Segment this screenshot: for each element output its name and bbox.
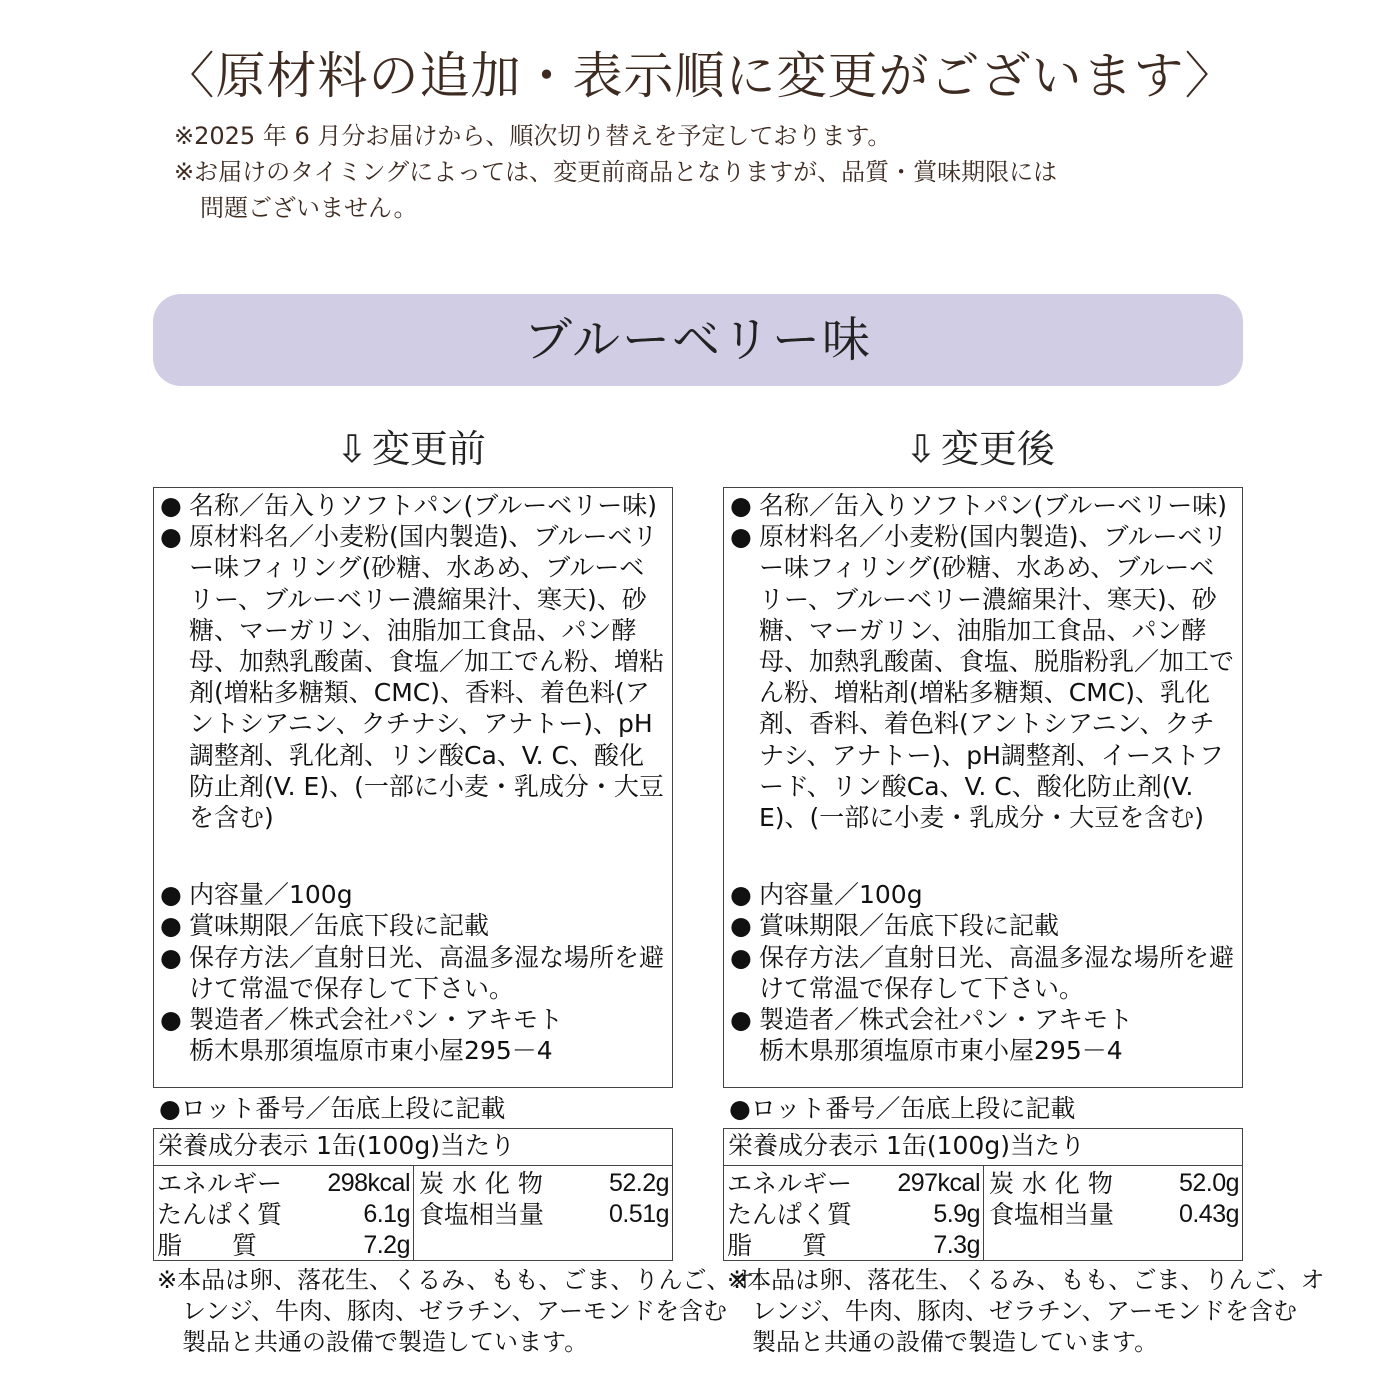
before-nutrition-table: [153, 1128, 673, 1261]
nutrition-col-right: [414, 1166, 672, 1261]
after-allergy-note: [727, 1265, 1325, 1358]
energy-value: 298kcal: [327, 1169, 410, 1197]
table-row: [989, 1199, 1239, 1230]
table-row: [157, 1168, 410, 1199]
table-row: [989, 1168, 1239, 1199]
change-notes: [174, 118, 1234, 226]
note-quality: ※お届けのタイミングによっては、変更前商品となりますが、品質・賞味期限には: [174, 158, 1058, 186]
spacer: [730, 833, 1238, 879]
table-row: [727, 1199, 980, 1230]
content-amount: 内容量／100g: [189, 880, 353, 910]
nutrition-col-left: [724, 1166, 984, 1261]
product-name: 名称／缶入りソフトパン(ブルーベリー味): [759, 491, 1228, 520]
bullet-icon: ●: [160, 522, 182, 552]
after-lot-number: ●ロット番号／缶底上段に記載: [729, 1094, 1076, 1123]
bullet-icon: ●: [160, 1005, 182, 1035]
ingredients-text: 原材料名／小麦粉(国内製造)、ブルーベリー味フィリング(砂糖、水あめ、ブルーベリー、ブルーベリー濃縮果汁、寒天)、砂糖、マーガリン、油脂加工食品、パン酵母、加熱乳酸菌、食塩／加工でん粉、増粘剤(増粘多糖類、CMC)、香料、着色料(アントシアニン、クチナシ、アナトー)、pH調整剤、乳化剤、リン酸Ca、V. C、酸化防止剤(V. E)、(一部に小麦・乳成分・大豆を含む): [189, 522, 665, 833]
bullet-icon: ●: [730, 491, 752, 520]
before-lot-number: ●ロット番号／缶底上段に記載: [159, 1094, 506, 1123]
before-ingredient-box: [153, 487, 673, 1088]
protein-label: たんぱく質: [727, 1200, 853, 1229]
table-row: [727, 1230, 980, 1261]
salt-label: 食塩相当量: [419, 1200, 545, 1229]
carb-label: 炭 水 化 物: [989, 1169, 1113, 1198]
flavor-title-band: [153, 294, 1243, 386]
allergy-line: 製品と共通の設備で製造しています。: [752, 1328, 1159, 1356]
salt-label: 食塩相当量: [989, 1200, 1115, 1229]
down-arrow-icon: ⇩: [905, 427, 937, 471]
nutrition-grid: [154, 1166, 672, 1261]
table-row: [419, 1168, 669, 1199]
energy-value: 297kcal: [897, 1169, 980, 1197]
list-item: [730, 910, 1238, 941]
fat-label: 脂 質: [727, 1231, 828, 1260]
bullet-icon: ●: [730, 880, 752, 910]
nutrition-col-left: [154, 1166, 414, 1261]
flavor-title: ブルーベリー味: [523, 312, 873, 368]
nutrition-grid: [724, 1166, 1242, 1261]
storage-method: 保存方法／直射日光、高温多湿な場所を避けて常温で保存して下さい。: [759, 942, 1235, 1003]
bullet-icon: ●: [730, 1005, 752, 1035]
manufacturer-address: 栃木県那須塩原市東小屋295－4: [759, 1036, 1123, 1066]
bullet-icon: ●: [730, 911, 752, 941]
nutrition-title: 栄養成分表示 1缶(100g)当たり: [724, 1129, 1242, 1166]
salt-value: 0.51g: [608, 1200, 669, 1228]
storage-method: 保存方法／直射日光、高温多湿な場所を避けて常温で保存して下さい。: [189, 942, 665, 1003]
energy-label: エネルギー: [157, 1169, 283, 1198]
product-name: 名称／缶入りソフトパン(ブルーベリー味): [189, 491, 658, 520]
best-before: 賞味期限／缶底下段に記載: [189, 911, 490, 941]
manufacturer: [759, 1004, 1238, 1066]
manufacturer-address: 栃木県那須塩原市東小屋295－4: [189, 1036, 553, 1066]
bullet-icon: ●: [730, 942, 752, 972]
content-amount: 内容量／100g: [759, 880, 923, 910]
bullet-icon: ●: [160, 880, 182, 910]
bullet-icon: ●: [160, 491, 182, 520]
best-before: 賞味期限／缶底下段に記載: [759, 911, 1060, 941]
ingredients-text: 原材料名／小麦粉(国内製造)、ブルーベリー味フィリング(砂糖、水あめ、ブルーベリー、ブルーベリー濃縮果汁、寒天)、砂糖、マーガリン、油脂加工食品、パン酵母、加熱乳酸菌、食塩、脱脂粉乳／加工でん粉、増粘剤(増粘多糖類、CMC)、乳化剤、香料、着色料(アントシアニン、クチナシ、アナトー)、pH調整剤、イーストフード、リン酸Ca、V. C、酸化防止剤(V. E)、(一部に小麦・乳成分・大豆を含む): [759, 522, 1235, 833]
list-item: [730, 942, 1238, 1004]
protein-label: たんぱく質: [157, 1200, 283, 1229]
manufacturer-name: 製造者／株式会社パン・アキモト: [189, 1005, 564, 1035]
after-label: [905, 418, 1055, 473]
after-ingredient-box: [723, 487, 1243, 1088]
manufacturer-name: 製造者／株式会社パン・アキモト: [759, 1005, 1134, 1035]
list-item: [730, 1004, 1238, 1066]
salt-value: 0.43g: [1178, 1200, 1239, 1228]
after-nutrition-table: [723, 1128, 1243, 1261]
table-row: [727, 1168, 980, 1199]
table-row: [157, 1230, 410, 1261]
before-label: [336, 418, 486, 473]
energy-label: エネルギー: [727, 1169, 853, 1198]
list-item: [160, 521, 668, 833]
list-item: [160, 1004, 668, 1066]
fat-value: 7.3g: [933, 1231, 980, 1259]
before-allergy-note: [157, 1265, 755, 1358]
nutrition-col-right: [984, 1166, 1242, 1261]
allergy-line: レンジ、牛肉、豚肉、ゼラチン、アーモンドを含む: [752, 1297, 1298, 1325]
bullet-icon: ●: [730, 522, 752, 552]
manufacturer: [189, 1004, 668, 1066]
fat-value: 7.2g: [363, 1231, 410, 1259]
list-item: [160, 910, 668, 941]
after-label-text: 変更後: [940, 427, 1055, 471]
down-arrow-icon: ⇩: [336, 427, 368, 471]
spacer: [160, 833, 668, 879]
note-schedule: ※2025 年 6 月分お届けから、順次切り替えを予定しております。: [174, 122, 892, 150]
protein-value: 6.1g: [363, 1200, 410, 1228]
list-item: [730, 490, 1238, 521]
note-quality-cont: 問題ございません。: [200, 194, 418, 222]
allergy-line: 製品と共通の設備で製造しています。: [182, 1328, 589, 1356]
before-label-text: 変更前: [371, 427, 486, 471]
carb-value: 52.2g: [608, 1169, 669, 1197]
fat-label: 脂 質: [157, 1231, 258, 1260]
protein-value: 5.9g: [933, 1200, 980, 1228]
list-item: [160, 879, 668, 910]
list-item: [730, 879, 1238, 910]
allergy-line: ※本品は卵、落花生、くるみ、もも、ごま、りんご、オ: [157, 1266, 755, 1294]
nutrition-title: 栄養成分表示 1缶(100g)当たり: [154, 1129, 672, 1166]
page-heading: 〈原材料の追加・表示順に変更がございます〉: [164, 47, 1236, 105]
allergy-line: ※本品は卵、落花生、くるみ、もも、ごま、りんご、オ: [727, 1266, 1325, 1294]
list-item: [730, 521, 1238, 833]
carb-label: 炭 水 化 物: [419, 1169, 543, 1198]
table-row: [157, 1199, 410, 1230]
table-row: [419, 1199, 669, 1230]
carb-value: 52.0g: [1178, 1169, 1239, 1197]
bullet-icon: ●: [160, 942, 182, 972]
allergy-line: レンジ、牛肉、豚肉、ゼラチン、アーモンドを含む: [182, 1297, 728, 1325]
bullet-icon: ●: [160, 911, 182, 941]
list-item: [160, 490, 668, 521]
list-item: [160, 942, 668, 1004]
